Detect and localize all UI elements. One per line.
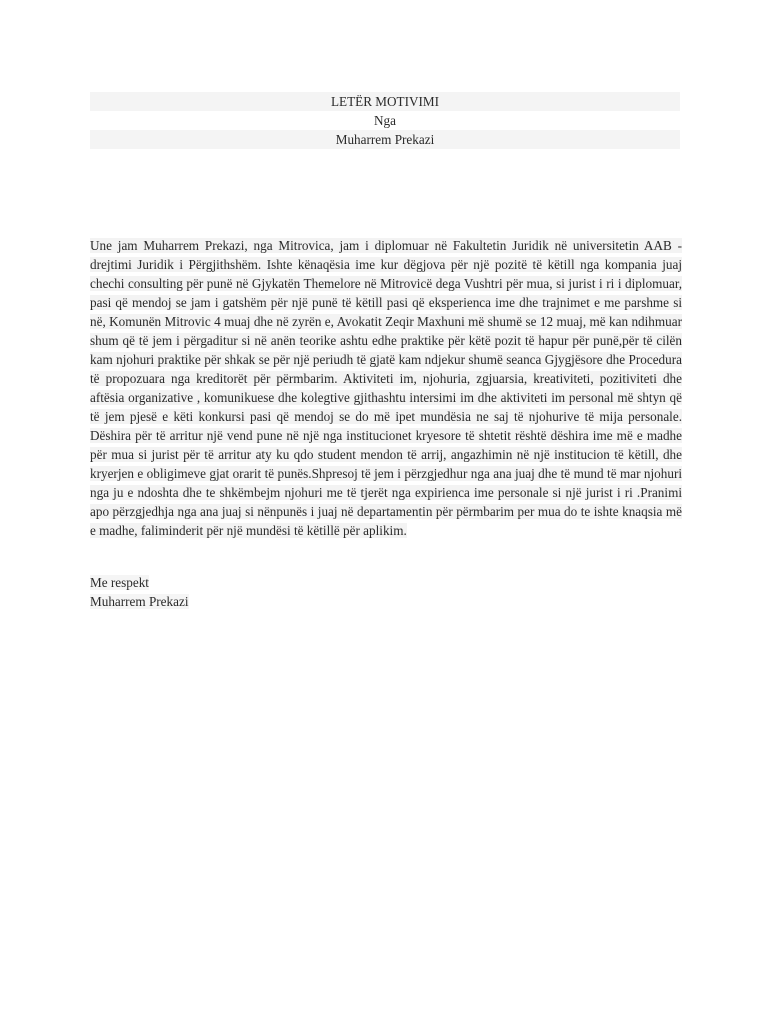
letter-body [90, 236, 682, 540]
sender-name: Muharrem Prekazi [90, 130, 680, 149]
letter-heading [90, 92, 680, 149]
letter-title: LETËR MOTIVIMI [90, 92, 680, 111]
from-label: Nga [374, 113, 396, 128]
body-paragraph: Une jam Muharrem Prekazi, nga Mitrovica, jam i diplomuar në Fakultetin Juridik në universitetin AAB - drejtimi Juridik i Përgjithshëm. Ishte kënaqësia ime kur dëgjova për një pozitë të këtill nga kompania juaj chechi consulting për punë në Gjykatën Themelore në Mitrovicë dega Vushtri për mua, si jurist i ri i diplomuar, pasi që mendoj se jam i gatshëm për një punë të këtill pasi që eksperienca ime dhe trajnimet e me parshme si në, Komunën Mitrovic 4 muaj dhe në zyrën e, Avokatit Zeqir Maxhuni më shumë se 12 muaj, më kan ndihmuar shum që të jem i përgaditur si në anën teorike ashtu edhe praktike për këtë pozit të hapur për punë,për të cilën kam njohuri praktike për shkak se për një periudh të gjatë kam ndjekur shumë seanca Gjygjësore dhe Procedura të propozuara nga kreditorët për përmbarim. Aktiviteti im, njohuria, zgjuarsia, kreativiteti, pozitiviteti dhe aftësia organizative , komunikuese dhe kolegtive gjithashtu intersimi im dhe aktiviteti im personal më shtyn që të jem pjesë e këti konkursi pasi që mendoj se do më ipet mundësia ne saj të njohurive të mija personale. Dëshira për të arritur një vend pune në një nga institucionet kryesore të shtetit rështë dëshira ime më e madhe për mua si jurist për të arritur aty ku qdo student mendon të arrij, angazhimin në një institucion të këtill, dhe kryerjen e obligimeve gjat orarit të punës.Shpresoj të jem i përzgjedhur nga ana juaj dhe të mund të mar njohuri nga ju e ndoshta dhe te shkëmbejm njohuri me të tjerët nga expirienca ime personale si një jurist i ri .Pranimi apo përzgjedhja nga ana juaj si nënpunës i juaj në departamentin për përmbarim per mua do te ishte knaqsia më e madhe, faliminderit për një mundësi të këtillë për aplikim. [90, 238, 682, 538]
salutation: Me respekt [90, 575, 149, 590]
signature: Muharrem Prekazi [90, 594, 189, 609]
letter-closing [90, 573, 189, 611]
